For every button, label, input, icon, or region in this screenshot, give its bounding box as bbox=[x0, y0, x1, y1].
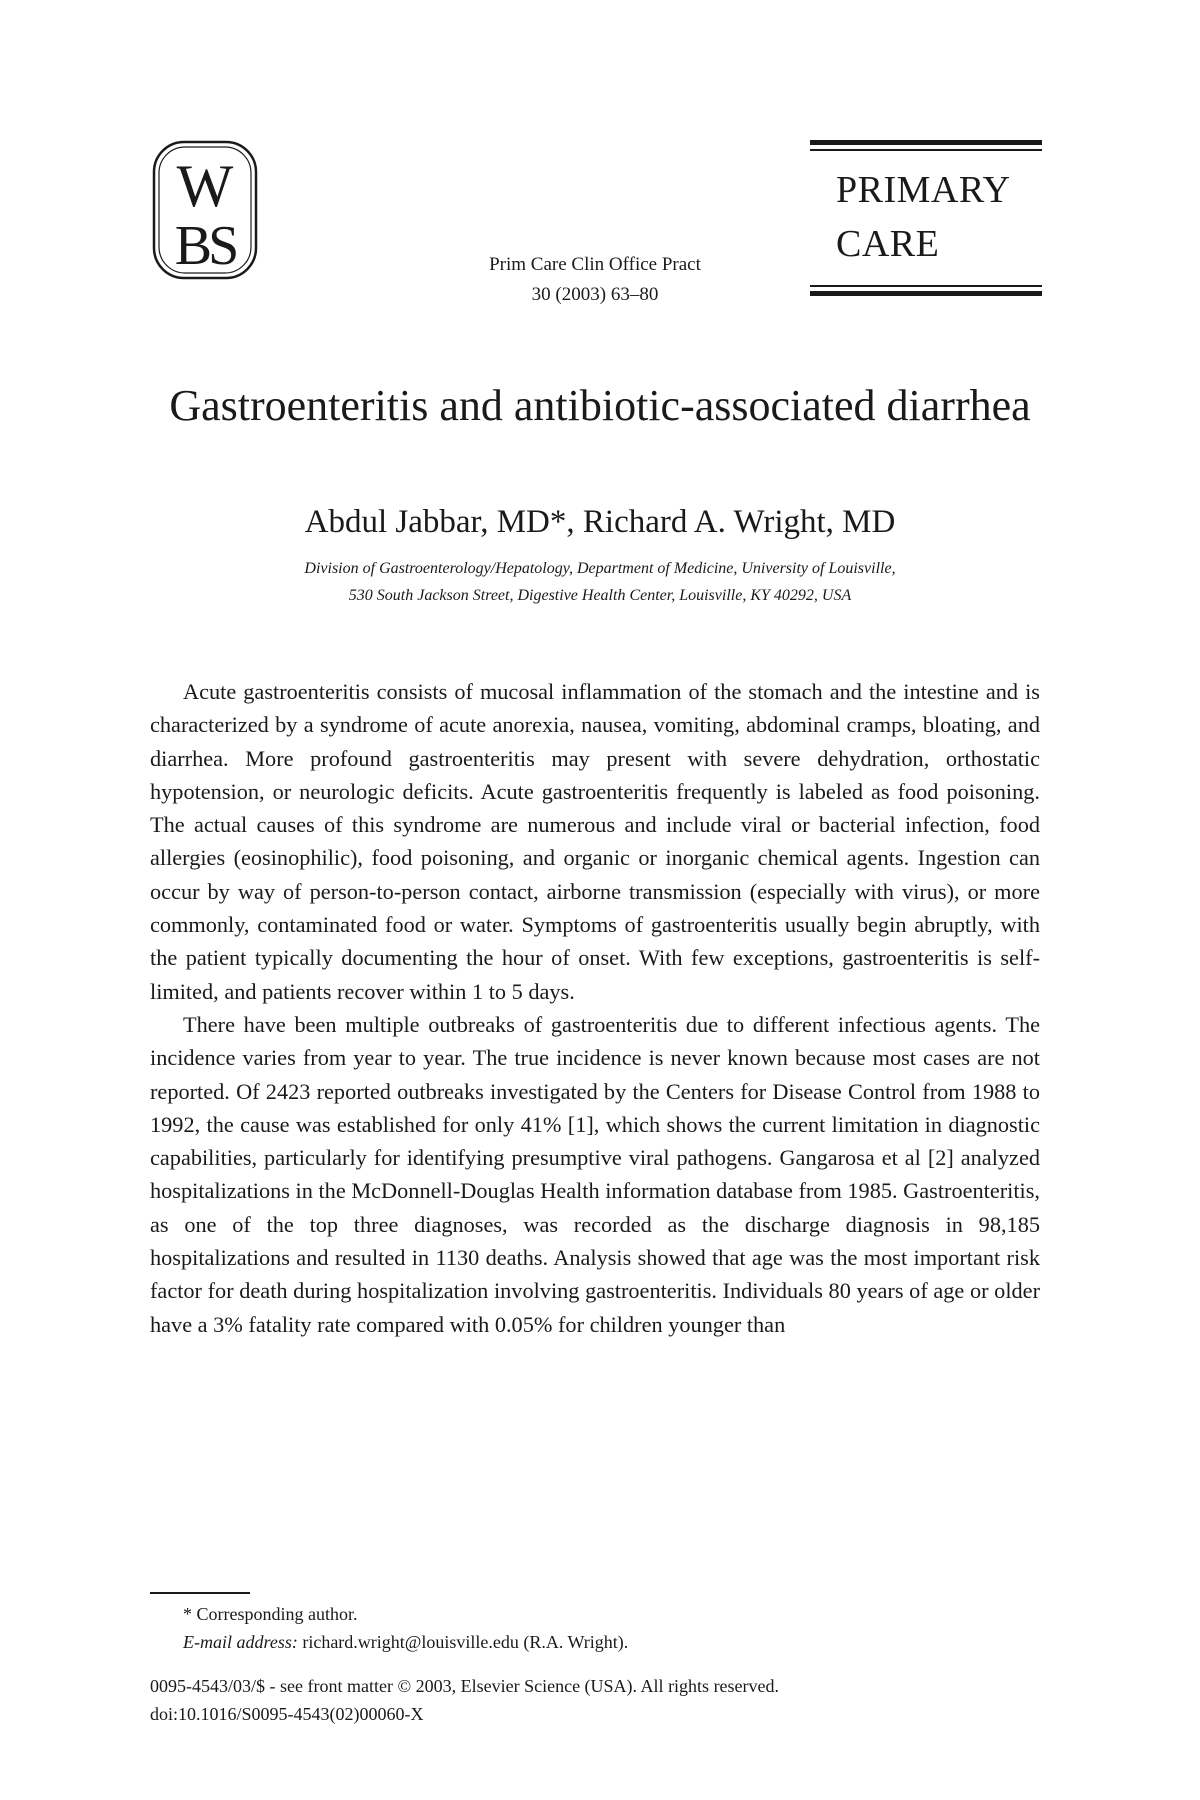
affiliation-line-1: Division of Gastroenterology/Hepatology, Department of Medicine, University of Louisville, bbox=[304, 560, 896, 577]
svg-text:W: W bbox=[176, 153, 234, 219]
article-body bbox=[150, 675, 1040, 1341]
journal-rule-thin-top bbox=[810, 149, 1042, 151]
article-authors: Abdul Jabbar, MD*, Richard A. Wright, MD bbox=[304, 504, 896, 540]
article-title: Gastroenteritis and antibiotic-associated diarrhea bbox=[169, 381, 1031, 430]
journal-name bbox=[810, 163, 1042, 271]
email-label: E-mail address: bbox=[183, 1632, 298, 1652]
footnote-corresponding: * Corresponding author. bbox=[183, 1604, 358, 1624]
author-affiliation bbox=[130, 555, 1070, 609]
copyright-line: 0095-4543/03/$ - see front matter © 2003, Elsevier Science (USA). All rights reserved. bbox=[150, 1676, 780, 1696]
citation-journal: Prim Care Clin Office Pract bbox=[489, 254, 701, 275]
journal-name-line-1: PRIMARY bbox=[836, 169, 1011, 211]
journal-rule-thick-bottom bbox=[810, 291, 1042, 296]
footnote-divider bbox=[150, 1592, 250, 1594]
journal-name-line-2: CARE bbox=[836, 223, 940, 265]
citation-volume: 30 (2003) 63–80 bbox=[531, 284, 659, 305]
affiliation-line-2: 530 South Jackson Street, Digestive Health Center, Louisville, KY 40292, USA bbox=[348, 587, 852, 604]
email-value[interactable]: richard.wright@louisville.edu (R.A. Wright). bbox=[297, 1632, 629, 1652]
wbs-logo-icon bbox=[152, 140, 258, 280]
copyright-notice bbox=[150, 1672, 1040, 1728]
journal-name-box bbox=[810, 140, 1042, 296]
body-paragraph: Acute gastroenteritis consists of mucosal inflammation of the stomach and the intestine and is characterized by a syndrome of acute anorexia, nausea, vomiting, abdominal cramps, bloating, and diarrhea. More profound gastroenteritis may present with severe dehydration, orthostatic hypotension, or neurologic deficits. Acute gastroenteritis frequently is labeled as food poisoning. The actual causes of this syndrome are numerous and include viral or bacterial infection, food allergies (eosinophilic), food poisoning, and organic or inorganic chemical agents. Ingestion can occur by way of person-to-person contact, airborne transmission (especially with virus), or more commonly, contaminated food or water. Symptoms of gastroenteritis usually begin abruptly, with the patient typically documenting the hour of onset. With few exceptions, gastroenteritis is self-limited, and patients recover within 1 to 5 days. bbox=[150, 679, 1040, 1004]
footnote-email bbox=[150, 1628, 1040, 1656]
journal-citation bbox=[440, 250, 750, 310]
body-paragraph: There have been multiple outbreaks of gastroenteritis due to different infectious agents. The incidence varies from year to year. The true incidence is never known because most cases are not reported. Of 2423 reported outbreaks investigated by the Centers for Disease Control from 1988 to 1992, the cause was established for only 41% [1], which shows the current limitation in diagnostic capabilities, particularly for identifying presumptive viral pathogens. Gangarosa et al [2] analyzed hospitalizations in the McDonnell-Douglas Health information database from 1985. Gastroenteritis, as one of the top three diagnoses, was recorded as the discharge diagnosis in 98,185 hospitalizations and resulted in 1130 deaths. Analysis showed that age was the most important risk factor for death during hospitalization involving gastroenteritis. Individuals 80 years of age or older have a 3% fatality rate compared with 0.05% for children younger than bbox=[150, 1011, 1040, 1337]
svg-text:BS: BS bbox=[174, 215, 236, 277]
journal-rule-thick-top bbox=[810, 140, 1042, 145]
footnotes bbox=[150, 1600, 1040, 1656]
publisher-logo bbox=[152, 140, 258, 280]
journal-rule-thin-bottom bbox=[810, 285, 1042, 287]
doi-line: doi:10.1016/S0095-4543(02)00060-X bbox=[150, 1704, 424, 1724]
